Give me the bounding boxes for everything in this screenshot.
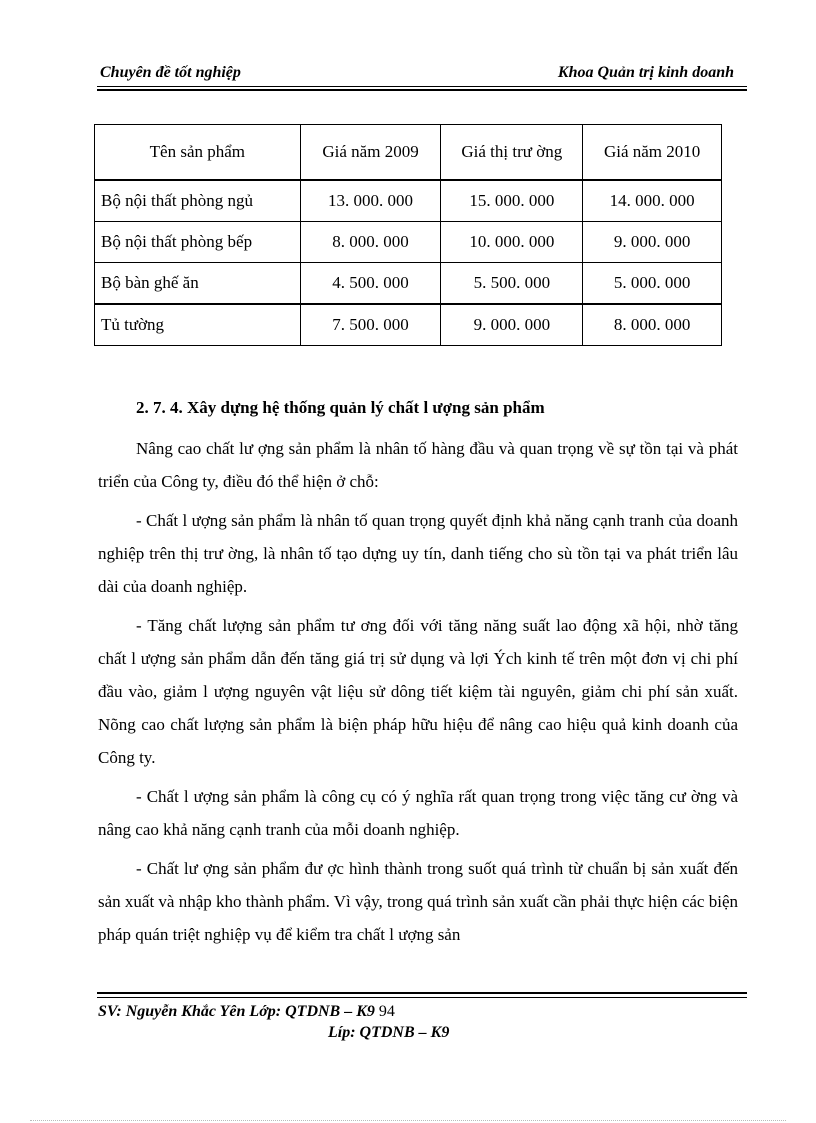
table-cell: 4. 500. 000	[300, 263, 441, 305]
header-rule-thick	[97, 89, 747, 91]
paragraph: - Chất l ượng sản phẩm là nhân tố quan trọng quyết định khả năng cạnh tranh của doanh nghiệp trên thị trư ờng, là nhân tố tạo dựng uy tín, danh tiếng cho sù tồn tại va phát triển lâu dài của doanh nghiệp.	[98, 511, 738, 596]
table-row	[95, 263, 722, 305]
body-text	[98, 432, 738, 951]
table-cell: 9. 000. 000	[441, 304, 583, 346]
page-bottom-dotted-line	[30, 1120, 786, 1121]
footer-rule-thin	[97, 997, 747, 998]
table-cell: Bộ bàn ghế ăn	[95, 263, 301, 305]
table-header-cell: Giá thị trư ờng	[441, 125, 583, 181]
table-header-cell: Tên sản phẩm	[95, 125, 301, 181]
footer-author-text: SV: Nguyễn Khắc Yên Lớp: QTDNB – K9	[98, 1003, 375, 1020]
table-row	[95, 180, 722, 222]
price-table	[94, 124, 722, 346]
table-header-cell: Giá năm 2009	[300, 125, 441, 181]
table-cell: 9. 000. 000	[583, 222, 722, 263]
paragraph: Nâng cao chất lư ợng sản phẩm là nhân tố hàng đầu và quan trọng về sự tồn tại và phát triển của Công ty, điều đó thể hiện ở chỗ:	[98, 439, 738, 491]
page-number: 94	[378, 1003, 395, 1020]
table-row	[95, 304, 722, 346]
table-cell: 5. 500. 000	[441, 263, 583, 305]
section-heading: 2. 7. 4. Xây dựng hệ thống quản lý chất l ượng sản phẩm	[136, 398, 545, 417]
paragraph: - Chất lư ợng sản phẩm đư ợc hình thành trong suốt quá trình từ chuẩn bị sản xuất đến sản xuất và nhập kho thành phẩm. Vì vậy, trong quá trình sản xuất cần phải thực hiện các biện pháp quán triệt nghiệp vụ để kiểm tra chất l ượng sản	[98, 859, 738, 944]
table-cell: 14. 000. 000	[583, 180, 722, 222]
footer-class: Líp: QTDNB – K9	[328, 1024, 450, 1041]
table-cell: Tủ tường	[95, 304, 301, 346]
paragraph: - Tăng chất lượng sản phẩm tư ơng đối với tăng năng suất lao động xã hội, nhờ tăng chất l ượng sản phẩm dẫn đến tăng giá trị sử dụng và lợi Ých kinh tế trên một đơn vị chi phí đầu vào, giảm l ượng nguyên vật liệu sử dông tiết kiệm tài nguyên, giảm chi phí sản xuất. Nõng cao chất lượng sản phẩm là biện pháp hữu hiệu để nâng cao hiệu quả kinh doanh của Công ty.	[98, 616, 738, 767]
table-cell: 8. 000. 000	[300, 222, 441, 263]
page-header	[98, 64, 746, 86]
table-cell: 8. 000. 000	[583, 304, 722, 346]
table-header-cell: Giá năm 2010	[583, 125, 722, 181]
table-cell: 10. 000. 000	[441, 222, 583, 263]
table-cell: Bộ nội thất phòng ngủ	[95, 180, 301, 222]
footer-rule-thick	[97, 992, 747, 994]
table-cell: Bộ nội thất phòng bếp	[95, 222, 301, 263]
table-cell: 7. 500. 000	[300, 304, 441, 346]
header-rule-thin	[97, 86, 747, 87]
table-row	[95, 222, 722, 263]
paragraph: - Chất l ượng sản phẩm là công cụ có ý nghĩa rất quan trọng trong việc tăng cư ờng và nâng cao khả năng cạnh tranh của mỗi doanh nghiệp.	[98, 787, 738, 839]
table-cell: 5. 000. 000	[583, 263, 722, 305]
header-right: Khoa Quản trị kinh doanh	[557, 64, 734, 81]
table-header-row	[95, 125, 722, 181]
table-cell: 13. 000. 000	[300, 180, 441, 222]
footer-author	[98, 1003, 395, 1021]
table-cell: 15. 000. 000	[441, 180, 583, 222]
header-left: Chuyên đề tốt nghiệp	[100, 64, 241, 81]
